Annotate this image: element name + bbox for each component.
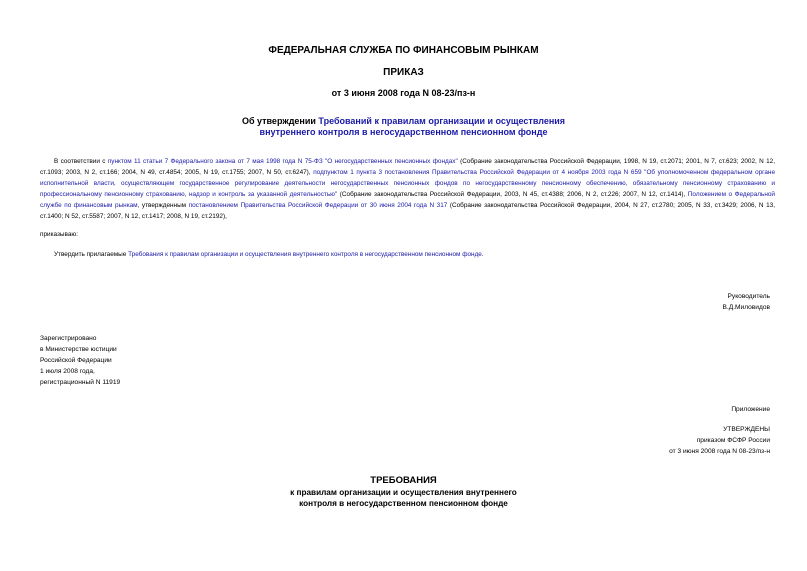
link-federal-law-75fz[interactable]: пунктом 11 статьи 7 Федерального закона от 7 мая 1998 года N 75-ФЗ "О негосударственных пенсионных фондах" bbox=[107, 158, 458, 165]
registration-line: 1 июля 2008 года, bbox=[40, 368, 95, 375]
appendix-label: Приложение bbox=[731, 406, 770, 413]
link-government-decree-317[interactable]: постановлением Правительства Российской Федерации от 30 июня 2004 года N 317 bbox=[188, 202, 448, 209]
approval-line: приказом ФСФР России bbox=[696, 437, 770, 444]
document-date-number: от 3 июня 2008 года N 08-23/пз-н bbox=[331, 88, 476, 98]
registration-line: Зарегистрировано bbox=[40, 335, 97, 342]
preamble-text-5: (Собрание законодательства Российской Федерации, 2004, N 27, ст.2780; 2005, N 33, ст.3429; 2006, N 13, ст.1400; N 52, ст.5587; 2007, N 12, ст.1417; 2008, N 19, ст.2192), bbox=[40, 202, 775, 220]
requirements-subtitle bbox=[0, 487, 807, 509]
order-word: приказываю: bbox=[40, 231, 78, 238]
decision-paragraph bbox=[40, 249, 775, 260]
requirements-title: ТРЕБОВАНИЯ bbox=[370, 475, 437, 486]
document-type: ПРИКАЗ bbox=[383, 67, 424, 78]
registration-block bbox=[40, 333, 120, 388]
title-line-1 bbox=[0, 116, 807, 127]
preamble-text-3: (Собрание законодательства Российской Федерации, 2003, N 45, ст.4388; 2006, N 2, ст.226; 2007, N 12, ст.1414), bbox=[337, 191, 688, 198]
title-link-line-2[interactable]: внутреннего контроля в негосударственном пенсионном фонде bbox=[259, 127, 548, 137]
registration-line: Российской Федерации bbox=[40, 357, 112, 364]
signature-block bbox=[723, 291, 771, 313]
link-government-decree-659[interactable]: подпунктом 1 пункта 3 постановления Правительства Российской Федерации от 4 ноября 2003 года N 659 "Об уполномоченном федеральном органе исполнительной власти, осуществляющем государственное регулирование деятельности негосударственных пенсионных фондов по негосударственному пенсионному обеспечению, обязательному пенсионному страхованию и профессиональному пенсионному страхованию, надзор и контроль за указанной деятельностью" bbox=[40, 169, 776, 198]
approval-block bbox=[669, 424, 770, 457]
document-title bbox=[0, 116, 807, 138]
requirements-subtitle-line-2: контроля в негосударственном пенсионном фонде bbox=[299, 499, 508, 508]
decision-text-2: . bbox=[481, 251, 484, 258]
decision-text-1: Утвердить прилагаемые bbox=[54, 251, 129, 258]
preamble-paragraph bbox=[40, 156, 775, 222]
signature-position: Руководитель bbox=[727, 293, 770, 300]
agency-name: ФЕДЕРАЛЬНАЯ СЛУЖБА ПО ФИНАНСОВЫМ РЫНКАМ bbox=[268, 45, 539, 56]
approval-line: УТВЕРЖДЕНЫ bbox=[723, 426, 770, 433]
link-requirements[interactable]: Требования к правилам организации и осуществления внутреннего контроля в негосударственном пенсионном фонде bbox=[128, 251, 482, 258]
preamble-text-4: , утвержденным bbox=[137, 202, 189, 209]
registration-line: регистрационный N 11919 bbox=[40, 379, 121, 386]
registration-line: в Министерстве юстиции bbox=[40, 346, 117, 353]
link-fsfr-regulation[interactable]: Положением о Федеральной службе по финансовым рынкам bbox=[40, 191, 775, 209]
approval-line: от 3 июня 2008 года N 08-23/пз-н bbox=[669, 448, 770, 455]
preamble-text-1: В соответствии с bbox=[54, 158, 108, 165]
requirements-subtitle-line-1: к правилам организации и осуществления внутреннего bbox=[290, 488, 517, 497]
title-link-requirements[interactable]: Требований к правилам организации и осуществления bbox=[318, 116, 566, 126]
signature-name: В.Д.Миловидов bbox=[722, 304, 770, 311]
title-prefix: Об утверждении bbox=[241, 116, 319, 126]
preamble-text-2: (Собрание законодательства Российской Федерации, 1998, N 19, ст.2071; 2001, N 7, ст.623; 2002, N 12, ст.1093; 2003, N 2, ст.166; 2004, N 49, ст.4854; 2005, N 19, ст.1755; 2007, N 50, ст.6247), bbox=[40, 158, 775, 176]
